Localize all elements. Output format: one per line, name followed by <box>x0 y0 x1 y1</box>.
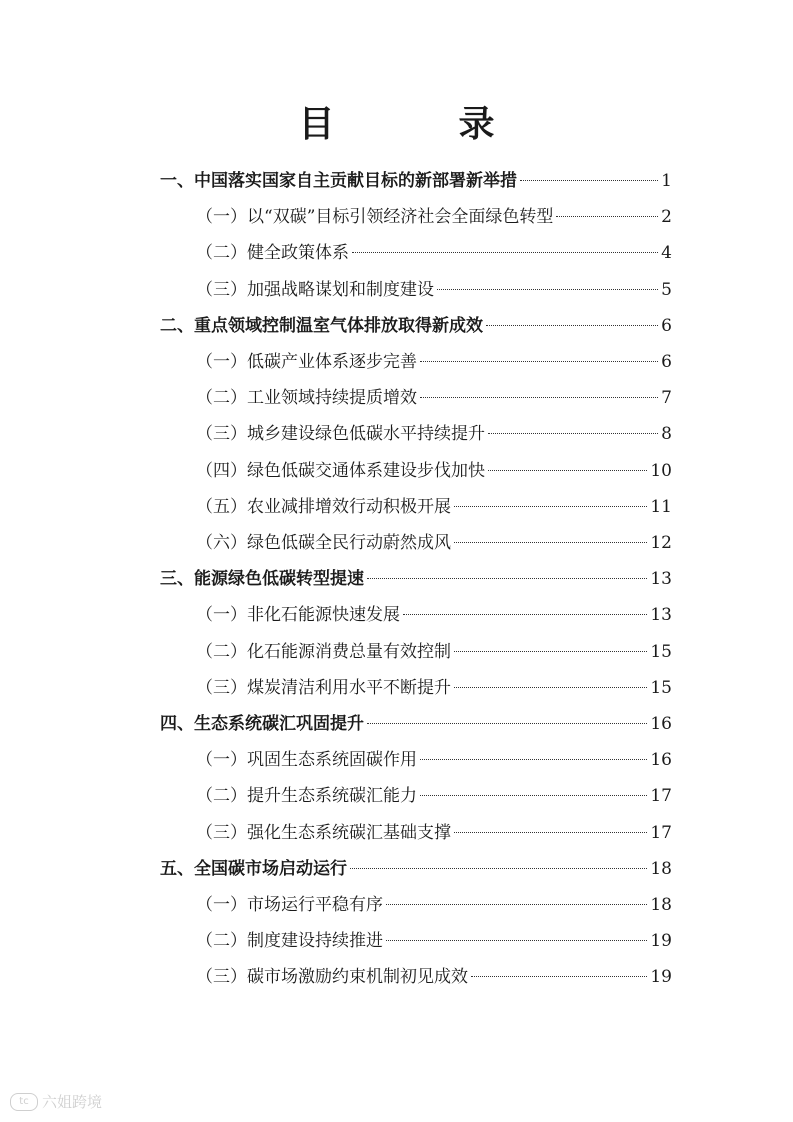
toc-page-number: 12 <box>650 533 672 553</box>
toc-dot-leader <box>437 289 658 290</box>
toc-page-number: 2 <box>661 207 672 228</box>
toc-page-number: 19 <box>650 931 672 952</box>
toc-entry-label: （二）工业领域持续提质增效 <box>196 388 417 409</box>
toc-subsection-entry <box>196 743 672 777</box>
toc-page-number: 15 <box>650 677 672 698</box>
toc-dot-leader <box>454 506 647 507</box>
toc-subsection-entry <box>196 200 672 234</box>
toc-dot-leader <box>454 687 647 688</box>
toc-dot-leader <box>488 470 647 471</box>
toc-page-number: 4 <box>661 243 672 264</box>
toc-dot-leader <box>367 578 647 579</box>
toc-entry-label: （一）低碳产业体系逐步完善 <box>196 352 417 372</box>
toc-dot-leader <box>352 252 658 253</box>
toc-entry-label: 二、重点领域控制温室气体排放取得新成效 <box>160 315 483 336</box>
toc-subsection-entry <box>196 779 672 813</box>
toc-entry-label: （二）健全政策体系 <box>196 243 349 264</box>
toc-dot-leader <box>350 868 647 869</box>
toc-entry-label: （三）城乡建设绿色低碳水平持续提升 <box>196 424 485 445</box>
toc-entry-label: 五、全国碳市场启动运行 <box>160 858 347 879</box>
toc-subsection-entry <box>196 888 672 922</box>
toc-dot-leader <box>403 614 647 615</box>
toc-dot-leader <box>386 940 647 941</box>
toc-dot-leader <box>488 433 658 434</box>
toc-page-number: 6 <box>661 352 672 372</box>
toc-subsection-entry <box>196 960 672 994</box>
toc-dot-leader <box>420 759 647 760</box>
toc-page-number: 13 <box>650 605 672 626</box>
toc-section-entry <box>160 852 672 886</box>
toc-subsection-entry <box>196 924 672 958</box>
toc-subsection-entry <box>196 381 672 415</box>
toc-page-number: 16 <box>650 714 672 734</box>
toc-subsection-entry <box>196 417 672 451</box>
toc-entry-label: 四、生态系统碳汇巩固提升 <box>160 714 364 734</box>
toc-page-number: 6 <box>661 315 672 336</box>
toc-subsection-entry <box>196 816 672 850</box>
toc-page-number: 5 <box>661 279 672 300</box>
toc-entry-label: 三、能源绿色低碳转型提速 <box>160 569 364 590</box>
toc-entry-label: （一）以“双碳”目标引领经济社会全面绿色转型 <box>196 207 554 228</box>
toc-dot-leader <box>556 216 658 217</box>
toc-page-number: 19 <box>650 967 672 988</box>
toc-page-number: 15 <box>650 641 672 662</box>
toc-subsection-entry <box>196 526 672 560</box>
toc-dot-leader <box>367 723 647 724</box>
toc-entry-label: （三）强化生态系统碳汇基础支撑 <box>196 822 451 843</box>
toc-entry-label: （五）农业减排增效行动积极开展 <box>196 496 451 517</box>
toc-section-entry <box>160 562 672 596</box>
toc-subsection-entry <box>196 454 672 488</box>
toc-page-number: 10 <box>650 460 672 481</box>
watermark-text: 六姐跨境 <box>42 1093 103 1111</box>
toc-page-number: 11 <box>650 496 672 517</box>
toc-dot-leader <box>420 361 658 362</box>
toc-entry-label: （二）提升生态系统碳汇能力 <box>196 786 417 807</box>
toc-page-number: 16 <box>650 750 672 771</box>
toc-entry-label: （二）化石能源消费总量有效控制 <box>196 641 451 662</box>
toc-entry-label: （三）加强战略谋划和制度建设 <box>196 279 434 300</box>
toc-entry-label: （四）绿色低碳交通体系建设步伐加快 <box>196 460 485 481</box>
toc-dot-leader <box>471 976 647 977</box>
toc-dot-leader <box>454 832 647 833</box>
toc-page-number: 17 <box>650 786 672 807</box>
toc-page-number: 18 <box>650 895 672 915</box>
watermark <box>10 1091 102 1112</box>
toc-dot-leader <box>486 325 658 326</box>
toc-subsection-entry <box>196 635 672 669</box>
toc-page-number: 17 <box>650 822 672 843</box>
toc-subsection-entry <box>196 598 672 632</box>
toc-dot-leader <box>420 795 647 796</box>
toc-page-number: 13 <box>650 569 672 590</box>
toc-dot-leader <box>454 542 647 543</box>
toc-subsection-entry <box>196 490 672 524</box>
toc-entry-label: （二）制度建设持续推进 <box>196 931 383 952</box>
toc-section-entry <box>160 707 672 741</box>
toc-subsection-entry <box>196 345 672 379</box>
toc-page-number: 7 <box>661 388 672 409</box>
toc-entry-label: 一、中国落实国家自主贡献目标的新部署新举措 <box>160 171 517 191</box>
toc-dot-leader <box>386 904 647 905</box>
toc-entry-label: （三）煤炭清洁利用水平不断提升 <box>196 677 451 698</box>
toc-subsection-entry <box>196 273 672 307</box>
page-title: 目 录 <box>298 104 539 145</box>
toc-entry-label: （一）市场运行平稳有序 <box>196 895 383 915</box>
toc-subsection-entry <box>196 671 672 705</box>
toc-dot-leader <box>420 397 658 398</box>
toc-entry-label: （三）碳市场激励约束机制初见成效 <box>196 967 468 988</box>
watermark-logo: tc <box>10 1093 38 1111</box>
toc-page-number: 18 <box>650 858 672 879</box>
toc-entry-label: （一）非化石能源快速发展 <box>196 605 400 626</box>
toc-entry-label: （六）绿色低碳全民行动蔚然成风 <box>196 533 451 553</box>
toc-section-entry <box>160 164 672 198</box>
toc-page-number: 8 <box>661 424 672 445</box>
toc-dot-leader <box>454 651 647 652</box>
toc-entry-label: （一）巩固生态系统固碳作用 <box>196 750 417 771</box>
toc-subsection-entry <box>196 236 672 270</box>
toc-dot-leader <box>520 180 658 181</box>
toc-section-entry <box>160 309 672 343</box>
toc-page-number: 1 <box>661 171 672 191</box>
